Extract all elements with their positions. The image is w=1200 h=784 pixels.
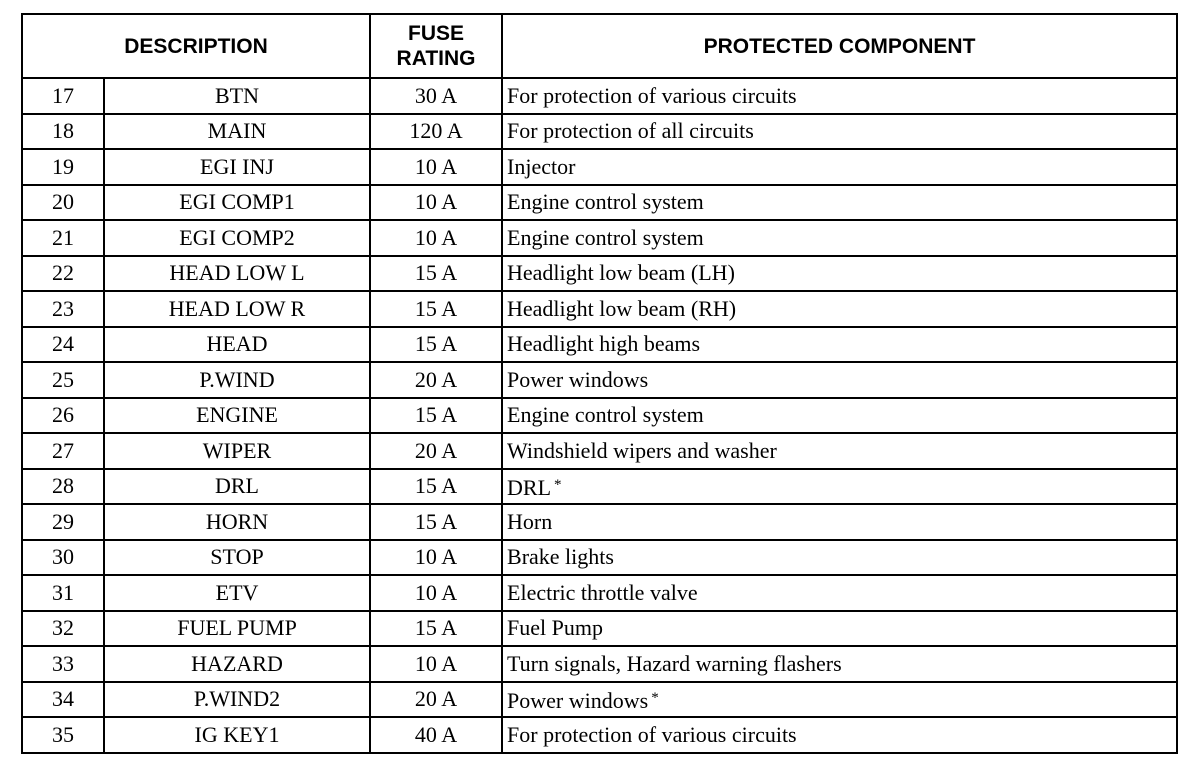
fuse-number: 32 [22, 611, 104, 647]
protected-component-cell [502, 220, 1177, 256]
fuse-number: 27 [22, 433, 104, 469]
table-row [22, 291, 1177, 327]
fuse-rating: 10 A [370, 646, 502, 682]
table-row [22, 682, 1177, 718]
header-fuse-line1: FUSE [408, 22, 465, 45]
fuse-number: 23 [22, 291, 104, 327]
protected-component-cell [502, 149, 1177, 185]
protected-component: Engine control system [507, 224, 704, 250]
fuse-description: DRL [104, 469, 370, 505]
table-row [22, 327, 1177, 363]
table-row [22, 220, 1177, 256]
protected-component: Power windows [507, 687, 649, 713]
fuse-number: 22 [22, 256, 104, 292]
fuse-description: IG KEY1 [104, 717, 370, 753]
protected-component: DRL [507, 474, 552, 500]
fuse-description: HORN [104, 504, 370, 540]
fuse-rating: 40 A [370, 717, 502, 753]
fuse-description: FUEL PUMP [104, 611, 370, 647]
fuse-description: EGI INJ [104, 149, 370, 185]
fuse-rating: 10 A [370, 575, 502, 611]
fuse-rating: 10 A [370, 540, 502, 576]
protected-component-cell [502, 611, 1177, 647]
table-row [22, 433, 1177, 469]
table-row [22, 575, 1177, 611]
protected-component-cell [502, 327, 1177, 363]
fuse-number: 17 [22, 78, 104, 114]
fuse-number: 20 [22, 185, 104, 221]
protected-component-cell [502, 78, 1177, 114]
fuse-number: 33 [22, 646, 104, 682]
fuse-rating: 15 A [370, 611, 502, 647]
fuse-description: P.WIND2 [104, 682, 370, 718]
table-row [22, 540, 1177, 576]
fuse-table [21, 13, 1178, 754]
footnote-marker: * [554, 476, 562, 493]
protected-component: Headlight low beam (LH) [507, 260, 735, 286]
protected-component: For protection of various circuits [507, 721, 797, 747]
table-row [22, 149, 1177, 185]
fuse-description: HEAD [104, 327, 370, 363]
fuse-rating: 120 A [370, 114, 502, 150]
fuse-description: ETV [104, 575, 370, 611]
protected-component: Brake lights [507, 544, 614, 570]
fuse-description: HAZARD [104, 646, 370, 682]
fuse-number: 26 [22, 398, 104, 434]
fuse-number: 28 [22, 469, 104, 505]
fuse-rating: 20 A [370, 682, 502, 718]
fuse-description: WIPER [104, 433, 370, 469]
protected-component-cell [502, 504, 1177, 540]
header-protected-component: PROTECTED COMPONENT [502, 14, 1177, 78]
fuse-rating: 10 A [370, 220, 502, 256]
fuse-rating: 15 A [370, 327, 502, 363]
protected-component-cell [502, 362, 1177, 398]
protected-component-cell [502, 540, 1177, 576]
fuse-description: HEAD LOW R [104, 291, 370, 327]
protected-component: Power windows [507, 366, 649, 392]
footnote-marker: * [651, 689, 659, 706]
table-row [22, 185, 1177, 221]
table-row [22, 469, 1177, 505]
protected-component-cell [502, 256, 1177, 292]
protected-component-cell [502, 185, 1177, 221]
fuse-rating: 20 A [370, 433, 502, 469]
table-row [22, 362, 1177, 398]
protected-component-cell [502, 717, 1177, 753]
table-row [22, 717, 1177, 753]
protected-component-cell [502, 114, 1177, 150]
protected-component: Fuel Pump [507, 615, 603, 641]
fuse-rating: 30 A [370, 78, 502, 114]
protected-component: Headlight low beam (RH) [507, 295, 737, 321]
fuse-rating: 20 A [370, 362, 502, 398]
fuse-number: 21 [22, 220, 104, 256]
fuse-rating: 15 A [370, 291, 502, 327]
fuse-description: STOP [104, 540, 370, 576]
protected-component: Headlight high beams [507, 331, 701, 357]
fuse-rating: 10 A [370, 185, 502, 221]
fuse-number: 19 [22, 149, 104, 185]
fuse-rating: 15 A [370, 469, 502, 505]
protected-component: Injector [507, 153, 576, 179]
fuse-description: EGI COMP1 [104, 185, 370, 221]
fuse-description: ENGINE [104, 398, 370, 434]
table-row [22, 78, 1177, 114]
table-row [22, 504, 1177, 540]
fuse-description: HEAD LOW L [104, 256, 370, 292]
fuse-rating: 15 A [370, 504, 502, 540]
fuse-number: 31 [22, 575, 104, 611]
protected-component-cell [502, 291, 1177, 327]
protected-component-cell [502, 682, 1177, 718]
protected-component: For protection of all circuits [507, 118, 754, 144]
fuse-number: 18 [22, 114, 104, 150]
header-description: DESCRIPTION [22, 14, 370, 78]
protected-component-cell [502, 646, 1177, 682]
protected-component-cell [502, 469, 1177, 505]
protected-component: Turn signals, Hazard warning flashers [507, 650, 842, 676]
fuse-number: 25 [22, 362, 104, 398]
protected-component: Horn [507, 508, 553, 534]
fuse-description: BTN [104, 78, 370, 114]
fuse-number: 29 [22, 504, 104, 540]
header-fuse-line2: RATING [396, 47, 476, 70]
protected-component-cell [502, 433, 1177, 469]
header-fuse-rating [370, 14, 502, 78]
table-row [22, 398, 1177, 434]
fuse-rating: 15 A [370, 398, 502, 434]
protected-component: Engine control system [507, 402, 704, 428]
protected-component: Windshield wipers and washer [507, 437, 777, 463]
fuse-rating: 10 A [370, 149, 502, 185]
table-row [22, 256, 1177, 292]
fuse-description: MAIN [104, 114, 370, 150]
protected-component-cell [502, 575, 1177, 611]
protected-component-cell [502, 398, 1177, 434]
table-row [22, 611, 1177, 647]
header-row [22, 14, 1177, 78]
fuse-rating: 15 A [370, 256, 502, 292]
protected-component: For protection of various circuits [507, 82, 797, 108]
protected-component: Electric throttle valve [507, 579, 698, 605]
table-row [22, 114, 1177, 150]
protected-component: Engine control system [507, 189, 704, 215]
fuse-number: 30 [22, 540, 104, 576]
fuse-description: EGI COMP2 [104, 220, 370, 256]
table-row [22, 646, 1177, 682]
fuse-table-body [22, 78, 1177, 753]
fuse-number: 24 [22, 327, 104, 363]
fuse-number: 34 [22, 682, 104, 718]
fuse-description: P.WIND [104, 362, 370, 398]
fuse-number: 35 [22, 717, 104, 753]
